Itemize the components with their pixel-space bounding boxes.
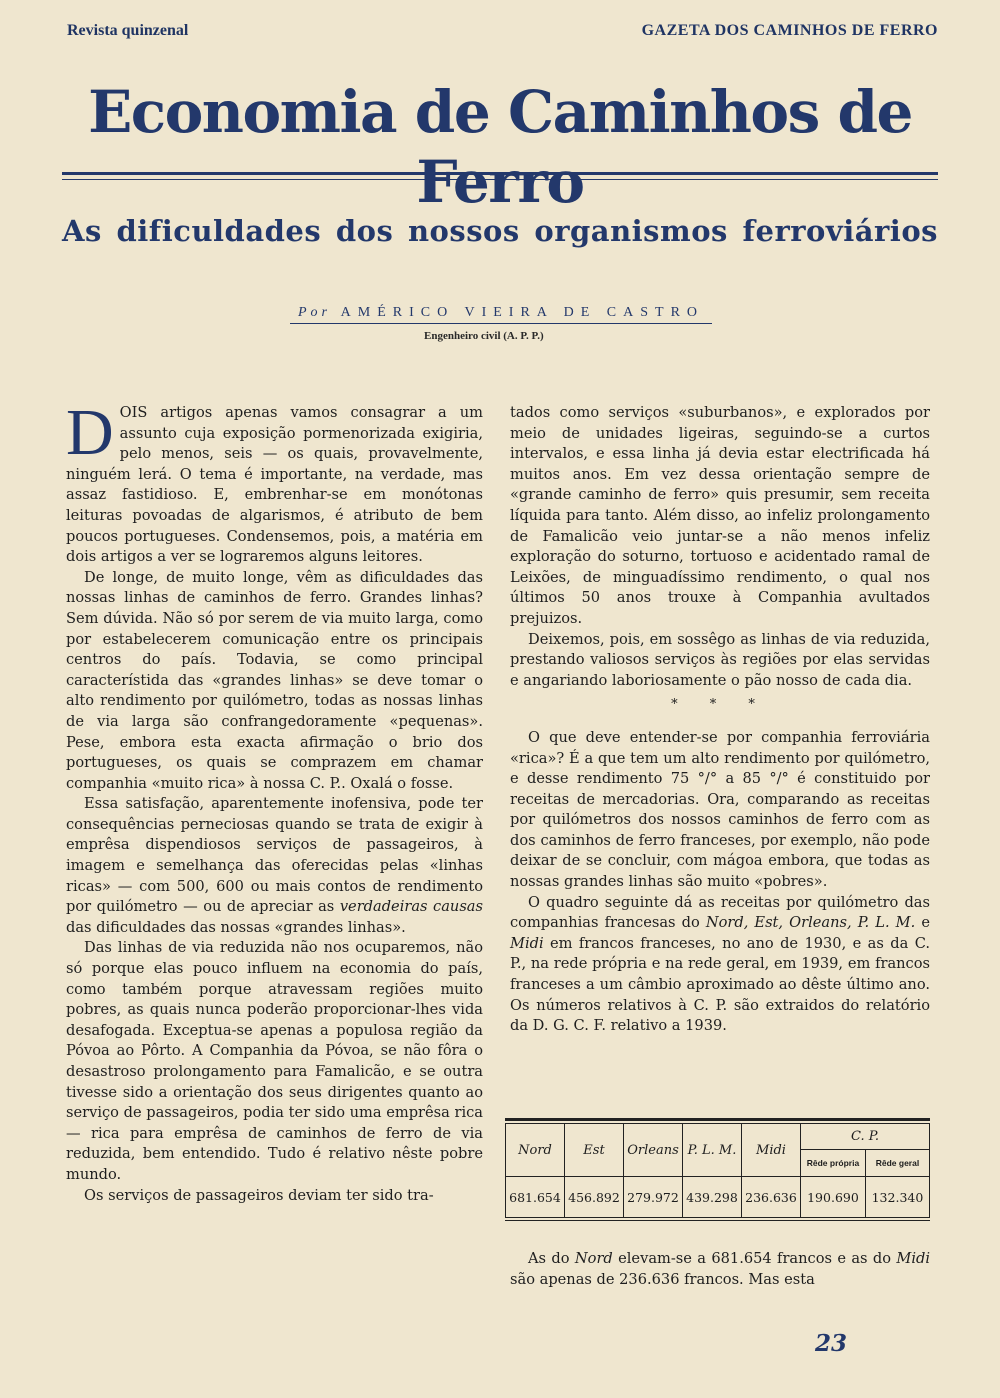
table-row bbox=[506, 1177, 930, 1218]
subtitle-word: dificuldades bbox=[116, 214, 322, 248]
col-header-est: Est bbox=[565, 1124, 624, 1177]
section-separator: * * * bbox=[671, 697, 769, 713]
table-cell: 190.690 bbox=[801, 1177, 866, 1218]
subtitle-word: nossos bbox=[407, 214, 520, 248]
table-rule bbox=[505, 1118, 930, 1121]
right-column-continued bbox=[510, 1249, 930, 1290]
col-header-cp: C. P. bbox=[801, 1124, 930, 1150]
revenue-table bbox=[505, 1118, 930, 1221]
subtitle-word: organismos bbox=[534, 214, 728, 248]
emphasis-text: Midi bbox=[896, 1250, 931, 1267]
col-header-rede-propria: Rêde própria bbox=[801, 1150, 866, 1177]
paragraph bbox=[510, 1249, 930, 1290]
paragraph-text: das dificuldades das nossas «grandes linhas». bbox=[66, 918, 406, 936]
paragraph-text: Essa satisfação, aparentemente inofensiva, pode ter consequências perneciosas quando se trata de exigir à emprêsa dispendiosos serviços de passageiros, à imagem e semelhança das oferecidas pelas «linhas ricas» — com 500, 600 ou mais contos de rendimento por quilómetro — ou de apreciar as bbox=[66, 795, 483, 916]
journal-frequency: Revista quinzenal bbox=[67, 22, 189, 39]
paragraph-text: O quadro seguinte dá as receitas por quilómetro das companhias francesas do bbox=[510, 893, 930, 932]
table-header-row bbox=[506, 1124, 930, 1150]
emphasis-text: verdadeiras causas bbox=[339, 898, 483, 916]
col-header-midi: Midi bbox=[742, 1124, 801, 1177]
paragraph: Das linhas de via reduzida não nos ocuparemos, não só porque elas pouco influem na economia do país, como também porque atravessam regiões muito pobres, as quais nunca poderão proporcionar-lhes vida desafogada. Exceptua-se apenas a populosa região da Póvoa ao Pôrto. A Companhia da Póvoa, se não fôra o desastroso prolongamento para Famalicão, e se outra tivesse sido a orientação dos seus dirigentes quanto ao serviço de passageiros, podia ter sido uma emprêsa rica — rica para emprêsa de caminhos de ferro de via reduzida, bem entendido. Tudo é relativo nêste pobre mundo. bbox=[66, 939, 483, 1183]
article-title: Economia de Caminhos de Ferro bbox=[88, 78, 912, 216]
paragraph bbox=[66, 794, 483, 938]
col-header-orleans: Orleans bbox=[624, 1124, 683, 1177]
paragraph: De longe, de muito longe, vêm as dificuldades das nossas linhas de caminhos de ferro. Grandes linhas? Sem dúvida. Não só por serem de via muito larga, como por estabelecerem comunicação entre os principais centros do país. Todavia, se como principal característida das «grandes linhas» se deve tomar o alto rendimento por quilómetro, todas as nossas linhas de via larga são confrangedoramente «pequenas». Pese, embora esta exacta afirmação o brio dos portugueses, os quais se comprazem em chamar companhia «muito rica» à nossa C. P.. Oxalá o fosse. bbox=[66, 568, 483, 792]
journal-name: GAZETA DOS CAMINHOS DE FERRO bbox=[641, 22, 938, 39]
table-rule bbox=[505, 1220, 930, 1221]
emphasis-text: Midi bbox=[510, 934, 544, 952]
page-number: 23 bbox=[815, 1330, 848, 1357]
paragraph-text: elevam-se a 681.654 francos e as do bbox=[612, 1250, 897, 1267]
subtitle-word: As bbox=[62, 214, 102, 248]
table-cell: 132.340 bbox=[865, 1177, 929, 1218]
paragraph-text: em francos franceses, no ano de 1930, e as da C. P., na rede própria e na rede geral, em 1939, em francos franceses a um câmbio aproximado ao dêste último ano. Os números relativos à C. P. são extraidos do relatório da D. G. C. F. relativo a 1939. bbox=[510, 934, 930, 1035]
paragraph-text: e bbox=[915, 914, 930, 932]
paragraph bbox=[510, 893, 930, 1037]
paragraph bbox=[66, 396, 483, 568]
byline bbox=[290, 305, 712, 324]
emphasis-text: Nord, Est, Orleans, P. L. M. bbox=[705, 914, 916, 932]
paragraph: Os serviços de passageiros deviam ter sido tra- bbox=[84, 1186, 434, 1204]
paragraph-text: OIS artigos apenas vamos consagrar a um assunto cuja exposição pormenorizada exigiria, pelo menos, seis — os quais, provavelmente, ninguém lerá. O tema é importante, na verdade, mas assaz fastidioso. E, embrenhar-se em monótonas leituras povoadas de algarismos, é atributo de bem poucos portugueses. Condensemos, pois, a matéria em dois artigos a ver se lograremos alguns leitores. bbox=[66, 404, 483, 566]
table-cell: 439.298 bbox=[683, 1177, 742, 1218]
paragraph: tados como serviços «suburbanos», e explorados por meio de unidades ligeiras, seguindo-se a curtos intervalos, e essa linha já devia estar electrificada há muitos anos. Em vez dessa orientação sempre de «grande caminho de ferro» quis presumir, sem receita líquida para tanto. Além disso, ao infeliz prolongamento de Famalicão veio juntar-se a não menos infeliz exploração do soturno, tortuoso e acidentado ramal de Leixões, de minguadíssimo rendimento, o qual nos últimos 50 anos trouxe à Companhia avultados prejuizos. bbox=[510, 404, 930, 627]
table-cell: 681.654 bbox=[506, 1177, 565, 1218]
emphasis-text: Nord bbox=[574, 1250, 613, 1267]
subtitle-word: dos bbox=[335, 214, 394, 248]
article-subtitle bbox=[62, 214, 938, 248]
drop-cap: D bbox=[66, 396, 114, 469]
subtitle-word: ferroviários bbox=[742, 214, 938, 248]
title-rule-thick bbox=[62, 172, 938, 175]
col-header-plm: P. L. M. bbox=[683, 1124, 742, 1177]
revenue-table-grid bbox=[505, 1123, 930, 1218]
table-cell: 456.892 bbox=[565, 1177, 624, 1218]
table-cell: 236.636 bbox=[742, 1177, 801, 1218]
paragraph: Deixemos, pois, em sossêgo as linhas de via reduzida, prestando valiosos serviços às regiões por elas servidas e angariando laboriosamente o pão nosso de cada dia. bbox=[510, 630, 930, 689]
paragraph: O que deve entender-se por companhia ferroviária «rica»? É a que tem um alto rendimento por quilómetro, e desse rendimento 75 °/° a 85 °/° é constituido por receitas de mercadorias. Ora, comparando as receitas por quilómetros dos nossos caminhos de ferro com as dos caminhos de ferro franceses, por exemplo, não pode deixar de se concluir, com mágoa embora, que todas as nossas grandes linhas são muito «pobres». bbox=[510, 728, 930, 891]
col-header-nord: Nord bbox=[506, 1124, 565, 1177]
left-column bbox=[66, 396, 483, 1206]
table-cell: 279.972 bbox=[624, 1177, 683, 1218]
right-column bbox=[510, 403, 930, 1037]
col-header-rede-geral: Rêde geral bbox=[865, 1150, 929, 1177]
author-role: Engenheiro civil (A. P. P.) bbox=[424, 330, 544, 342]
title-rule-thin bbox=[62, 179, 938, 180]
paragraph-text: As do bbox=[528, 1250, 575, 1267]
paragraph-text: são apenas de 236.636 francos. Mas esta bbox=[510, 1270, 815, 1288]
byline-prefix: Por bbox=[297, 305, 331, 320]
byline-author: AMÉRICO VIEIRA DE CASTRO bbox=[340, 305, 705, 320]
